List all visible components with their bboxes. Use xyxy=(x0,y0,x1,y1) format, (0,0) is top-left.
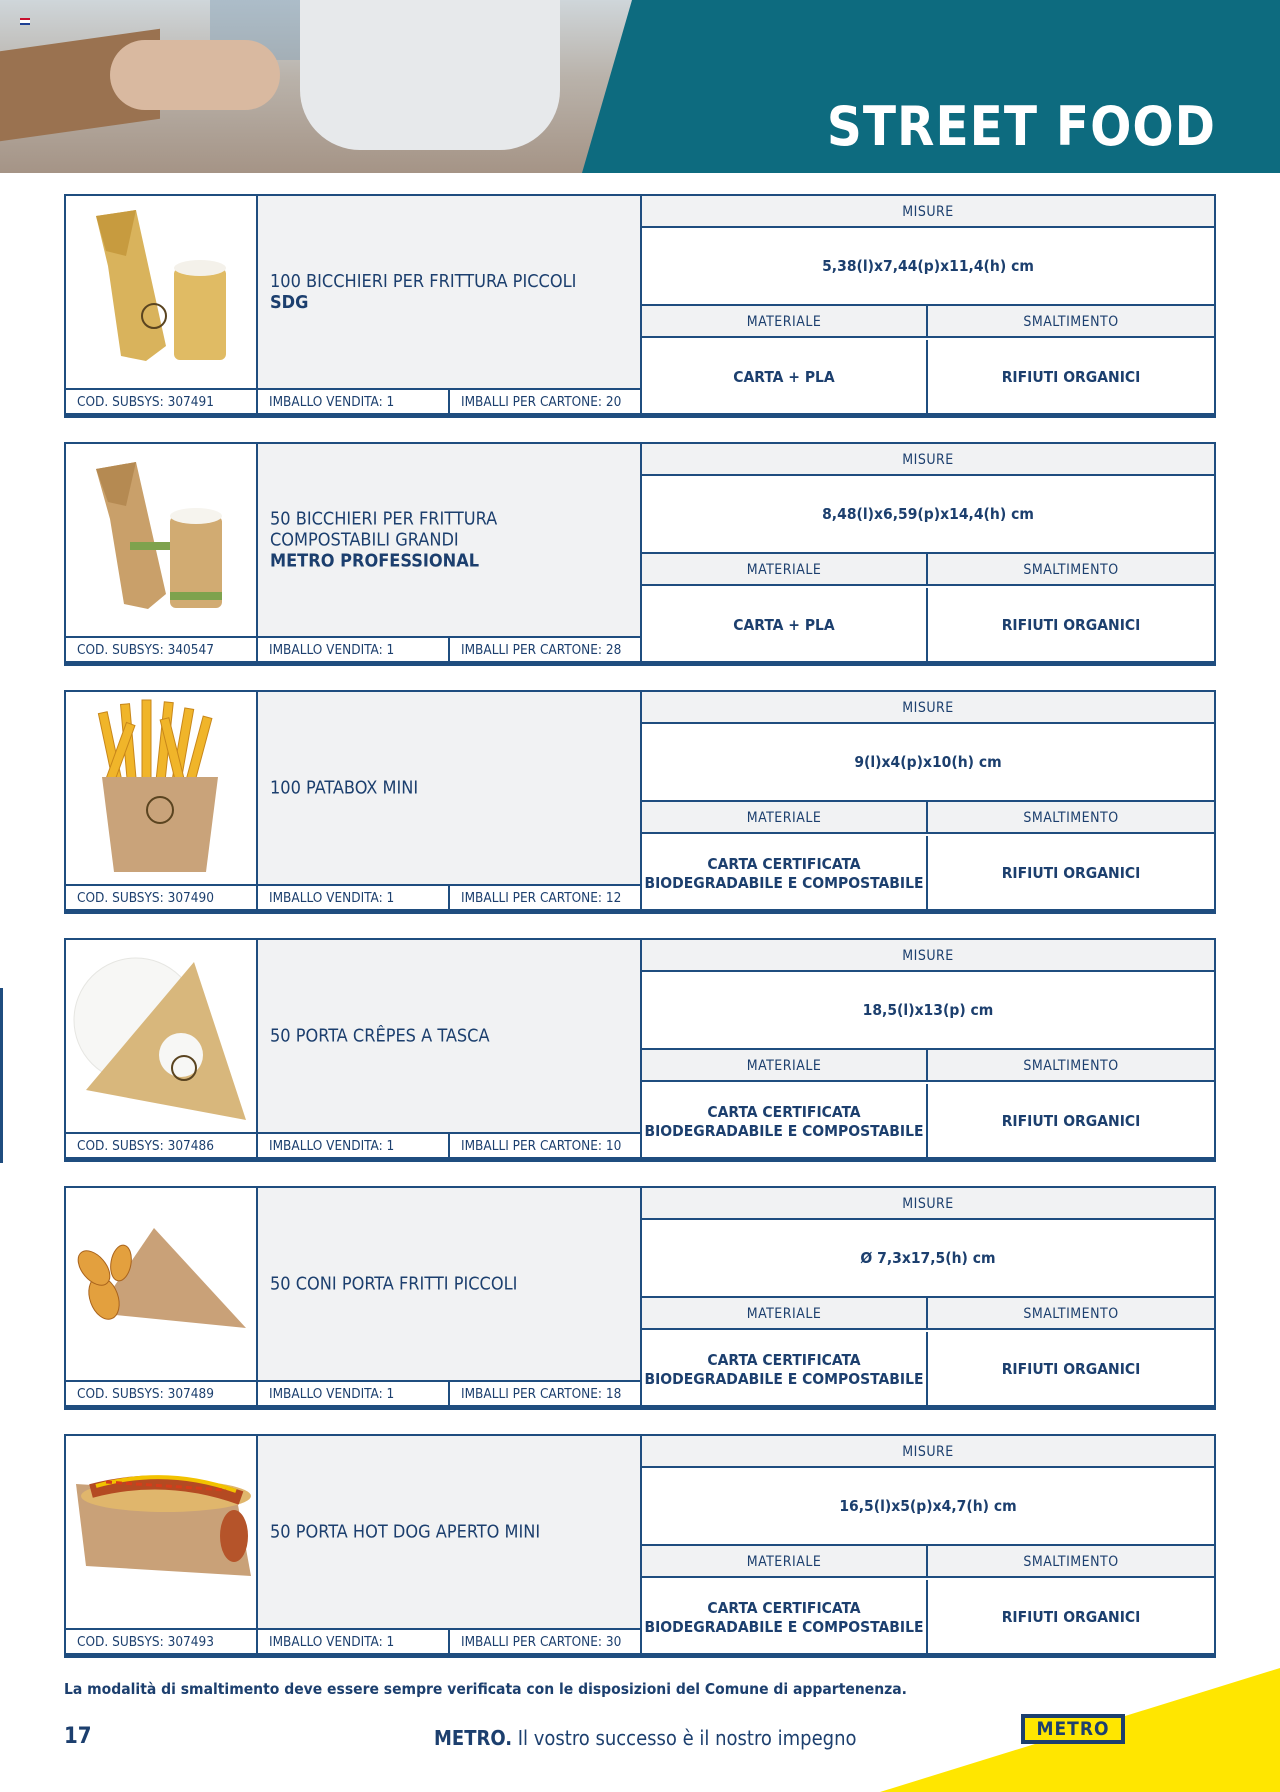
materiale-line2: BIODEGRADABILE E COMPOSTABILE xyxy=(644,1121,924,1140)
product-image xyxy=(66,196,258,388)
misure-value: 8,48(l)x6,59(p)x14,4(h) cm xyxy=(642,476,1214,554)
product-row-2 xyxy=(64,442,1216,666)
misure-value: 16,5(l)x5(p)x4,7(h) cm xyxy=(642,1468,1214,1546)
product-info-bar xyxy=(66,636,642,663)
smaltimento-header: SMALTIMENTO xyxy=(928,1546,1214,1578)
materiale-line1: CARTA + PLA xyxy=(733,368,835,386)
smaltimento-header: SMALTIMENTO xyxy=(928,554,1214,586)
product-image xyxy=(66,1436,258,1628)
misure-header: MISURE xyxy=(642,940,1214,972)
materiale-header: MATERIALE xyxy=(642,1546,928,1578)
imballi-per-cartone: IMBALLI PER CARTONE: 30 xyxy=(461,1634,622,1650)
smaltimento-value: RIFIUTI ORGANICI xyxy=(1001,616,1141,634)
materiale-value xyxy=(642,340,928,415)
product-image xyxy=(66,444,258,636)
slogan xyxy=(434,1726,857,1750)
product-row-3 xyxy=(64,690,1216,914)
product-name: 50 PORTA CRÊPES A TASCA xyxy=(270,1025,490,1047)
materiale-value xyxy=(642,836,928,911)
materiale-line2: BIODEGRADABILE E COMPOSTABILE xyxy=(644,1617,924,1636)
materiale-value xyxy=(642,588,928,663)
imballi-per-cartone: IMBALLI PER CARTONE: 12 xyxy=(461,890,622,906)
materiale-value xyxy=(642,1332,928,1407)
imballo-vendita: IMBALLO VENDITA: 1 xyxy=(258,1382,450,1407)
slogan-brand: METRO. xyxy=(434,1726,513,1750)
materiale-line1: CARTA CERTIFICATA xyxy=(707,1598,861,1617)
slogan-text: Il vostro successo è il nostro impegno xyxy=(512,1726,857,1750)
misure-value: 9(l)x4(p)x10(h) cm xyxy=(642,724,1214,802)
smaltimento-header: SMALTIMENTO xyxy=(928,1298,1214,1330)
product-code: COD. SUBSYS: 307486 xyxy=(66,1134,258,1159)
product-code: COD. SUBSYS: 307491 xyxy=(66,390,258,415)
materiale-line2: BIODEGRADABILE E COMPOSTABILE xyxy=(644,873,924,892)
product-name-cell xyxy=(258,940,642,1132)
product-specs xyxy=(642,940,1214,1159)
imballo-vendita: IMBALLO VENDITA: 1 xyxy=(258,886,450,911)
smaltimento-value: RIFIUTI ORGANICI xyxy=(1001,368,1141,386)
product-code: COD. SUBSYS: 307490 xyxy=(66,886,258,911)
materiale-value xyxy=(642,1580,928,1655)
materiale-line2: BIODEGRADABILE E COMPOSTABILE xyxy=(644,1369,924,1388)
product-info-bar xyxy=(66,388,642,415)
disposal-note: La modalità di smaltimento deve essere sempre verificata con le disposizioni del Comune di appartenenza. xyxy=(64,1680,907,1698)
materiale-line1: CARTA CERTIFICATA xyxy=(707,854,861,873)
materiale-header: MATERIALE xyxy=(642,306,928,338)
product-code: COD. SUBSYS: 307493 xyxy=(66,1630,258,1655)
misure-value: 5,38(l)x7,44(p)x11,4(h) cm xyxy=(642,228,1214,306)
smaltimento-header: SMALTIMENTO xyxy=(928,306,1214,338)
product-name-cell xyxy=(258,1188,642,1380)
materiale-line1: CARTA + PLA xyxy=(733,616,835,634)
materiale-header: MATERIALE xyxy=(642,1298,928,1330)
product-name-cell xyxy=(258,1436,642,1628)
product-name-cell xyxy=(258,692,642,884)
product-row-1 xyxy=(64,194,1216,418)
smaltimento-value: RIFIUTI ORGANICI xyxy=(1001,1112,1141,1130)
metro-logo xyxy=(1021,1714,1125,1744)
smaltimento-header: SMALTIMENTO xyxy=(928,802,1214,834)
product-name-line2: COMPOSTABILI GRANDI xyxy=(270,529,459,551)
product-code: COD. SUBSYS: 307489 xyxy=(66,1382,258,1407)
product-brand: METRO PROFESSIONAL xyxy=(270,550,480,572)
product-row-4 xyxy=(64,938,1216,1162)
imballo-vendita: IMBALLO VENDITA: 1 xyxy=(258,390,450,415)
imballi-per-cartone: IMBALLI PER CARTONE: 28 xyxy=(461,642,622,658)
page-number: 17 xyxy=(64,1724,92,1749)
imballo-vendita: IMBALLO VENDITA: 1 xyxy=(258,1630,450,1655)
product-info-bar xyxy=(66,884,642,911)
misure-value: 18,5(l)x13(p) cm xyxy=(642,972,1214,1050)
imballo-vendita: IMBALLO VENDITA: 1 xyxy=(258,1134,450,1159)
imballi-per-cartone: IMBALLI PER CARTONE: 18 xyxy=(461,1386,622,1402)
product-specs xyxy=(642,196,1214,415)
imballo-vendita: IMBALLO VENDITA: 1 xyxy=(258,638,450,663)
misure-header: MISURE xyxy=(642,444,1214,476)
product-specs xyxy=(642,1188,1214,1407)
misure-value: Ø 7,3x17,5(h) cm xyxy=(642,1220,1214,1298)
product-row-6 xyxy=(64,1434,1216,1658)
product-name-cell xyxy=(258,444,642,636)
product-name: 50 BICCHIERI PER FRITTURA xyxy=(270,508,498,530)
product-specs xyxy=(642,692,1214,911)
materiale-value xyxy=(642,1084,928,1159)
imballi-per-cartone: IMBALLI PER CARTONE: 10 xyxy=(461,1138,622,1154)
flag-icon xyxy=(20,18,30,25)
misure-header: MISURE xyxy=(642,692,1214,724)
misure-header: MISURE xyxy=(642,1436,1214,1468)
product-brand: SDG xyxy=(270,292,309,313)
smaltimento-value: RIFIUTI ORGANICI xyxy=(1001,1608,1141,1626)
product-code: COD. SUBSYS: 340547 xyxy=(66,638,258,663)
misure-header: MISURE xyxy=(642,1188,1214,1220)
page-header xyxy=(0,0,1280,173)
product-info-bar xyxy=(66,1132,642,1159)
smaltimento-value: RIFIUTI ORGANICI xyxy=(1001,1360,1141,1378)
side-edge-mark xyxy=(0,988,3,1163)
product-specs xyxy=(642,444,1214,663)
product-name: 50 PORTA HOT DOG APERTO MINI xyxy=(270,1521,541,1543)
materiale-header: MATERIALE xyxy=(642,802,928,834)
materiale-header: MATERIALE xyxy=(642,554,928,586)
metro-logo-text: METRO xyxy=(1025,1718,1121,1740)
product-image xyxy=(66,940,258,1132)
materiale-line1: CARTA CERTIFICATA xyxy=(707,1350,861,1369)
materiale-header: MATERIALE xyxy=(642,1050,928,1082)
product-specs xyxy=(642,1436,1214,1655)
product-info-bar xyxy=(66,1380,642,1407)
misure-header: MISURE xyxy=(642,196,1214,228)
smaltimento-header: SMALTIMENTO xyxy=(928,1050,1214,1082)
materiale-line1: CARTA CERTIFICATA xyxy=(707,1102,861,1121)
product-name-cell xyxy=(258,196,642,388)
smaltimento-value: RIFIUTI ORGANICI xyxy=(1001,864,1141,882)
imballi-per-cartone: IMBALLI PER CARTONE: 20 xyxy=(461,394,622,410)
product-info-bar xyxy=(66,1628,642,1655)
product-name: 100 PATABOX MINI xyxy=(270,777,419,799)
product-name: 100 BICCHIERI PER FRITTURA PICCOLI xyxy=(270,271,577,292)
page-title: STREET FOOD xyxy=(826,95,1216,158)
product-name: 50 CONI PORTA FRITTI PICCOLI xyxy=(270,1273,518,1295)
product-image xyxy=(66,1188,258,1380)
product-row-5 xyxy=(64,1186,1216,1410)
product-image xyxy=(66,692,258,884)
